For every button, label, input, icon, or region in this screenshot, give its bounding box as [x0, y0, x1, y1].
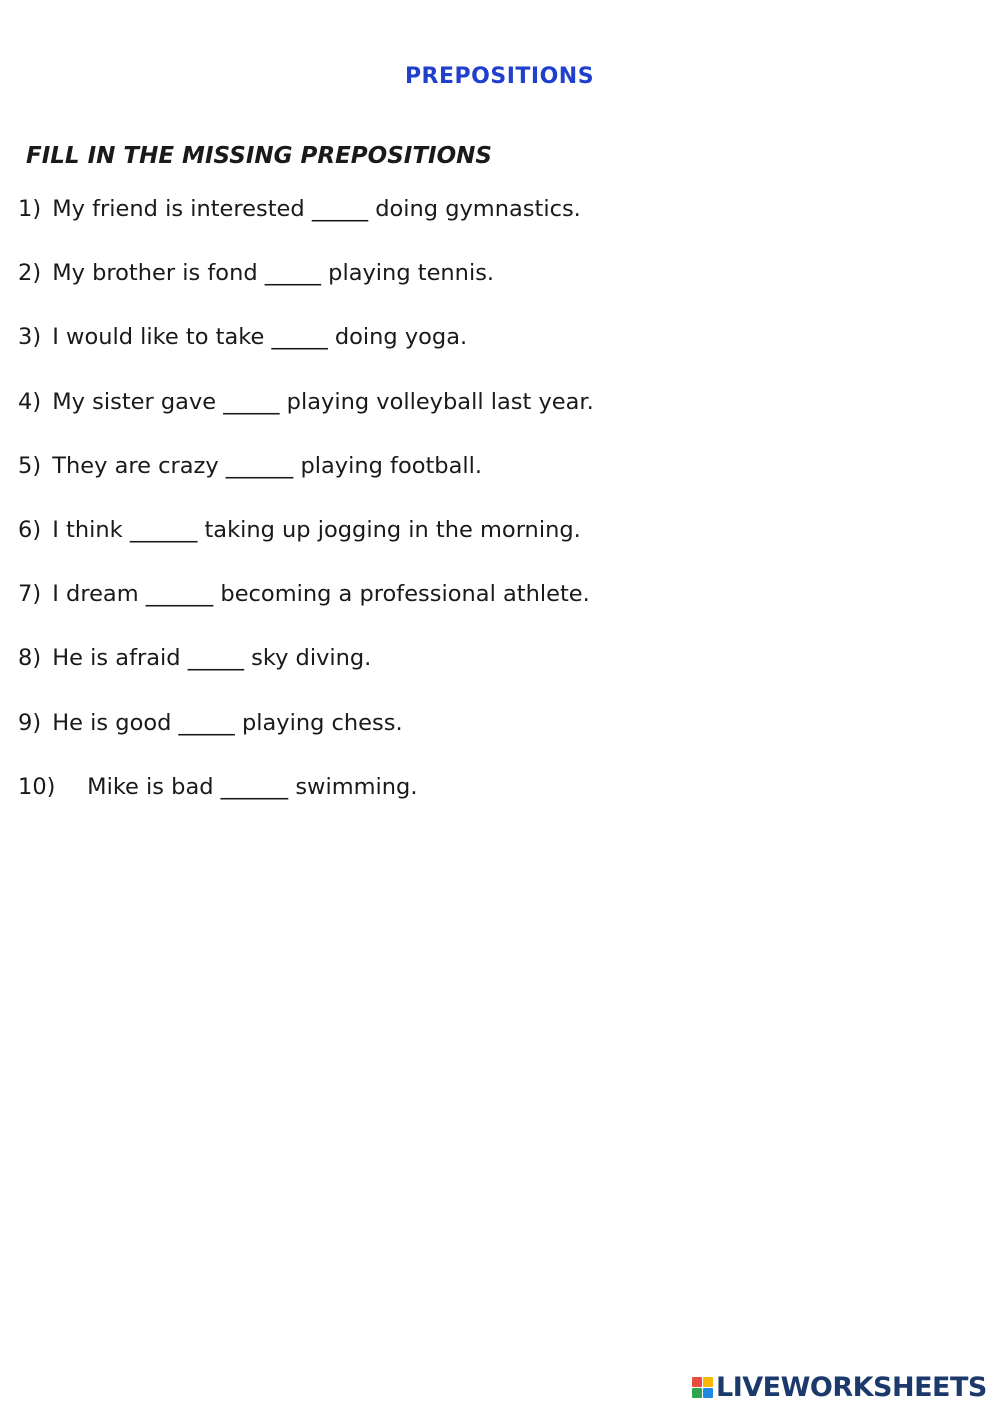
question-list [18, 192, 918, 834]
question-text: I dream ______ becoming a professional athlete. [52, 581, 590, 608]
liveworksheets-logo-icon [692, 1377, 713, 1398]
question-text: Mike is bad ______ swimming. [87, 773, 418, 800]
question-number: 9) [18, 709, 42, 736]
question-item [18, 577, 918, 641]
question-text: They are crazy ______ playing football. [52, 452, 483, 479]
question-item [18, 320, 918, 384]
question-number: 1) [18, 196, 42, 222]
question-item [18, 192, 918, 256]
question-number: 7) [18, 581, 42, 608]
question-item [18, 449, 918, 513]
question-number: 8) [18, 645, 42, 672]
question-item [18, 641, 918, 705]
question-text: My friend is interested _____ doing gymnastics. [52, 196, 581, 222]
question-number: 4) [18, 388, 42, 415]
question-text: My sister gave _____ playing volleyball last year. [52, 388, 594, 415]
question-item [18, 385, 918, 449]
question-number: 2) [18, 260, 42, 287]
question-text: I think ______ taking up jogging in the morning. [52, 516, 581, 543]
question-number: 6) [18, 516, 42, 543]
question-item [18, 706, 918, 770]
question-item [18, 770, 918, 834]
question-number: 5) [18, 452, 42, 479]
question-number: 10) [18, 773, 56, 800]
question-text: He is afraid _____ sky diving. [52, 645, 372, 672]
instructions-heading: FILL IN THE MISSING PREPOSITIONS [26, 143, 492, 169]
question-item [18, 513, 918, 577]
question-text: I would like to take _____ doing yoga. [52, 324, 468, 351]
question-number: 3) [18, 324, 42, 351]
worksheet-title: PREPOSITIONS [404, 64, 595, 89]
logo-text: LIVEWORKSHEETS [716, 1371, 987, 1403]
question-item [18, 256, 918, 320]
liveworksheets-logo [692, 1372, 987, 1402]
question-text: My brother is fond _____ playing tennis. [52, 260, 495, 287]
question-text: He is good _____ playing chess. [52, 709, 403, 736]
